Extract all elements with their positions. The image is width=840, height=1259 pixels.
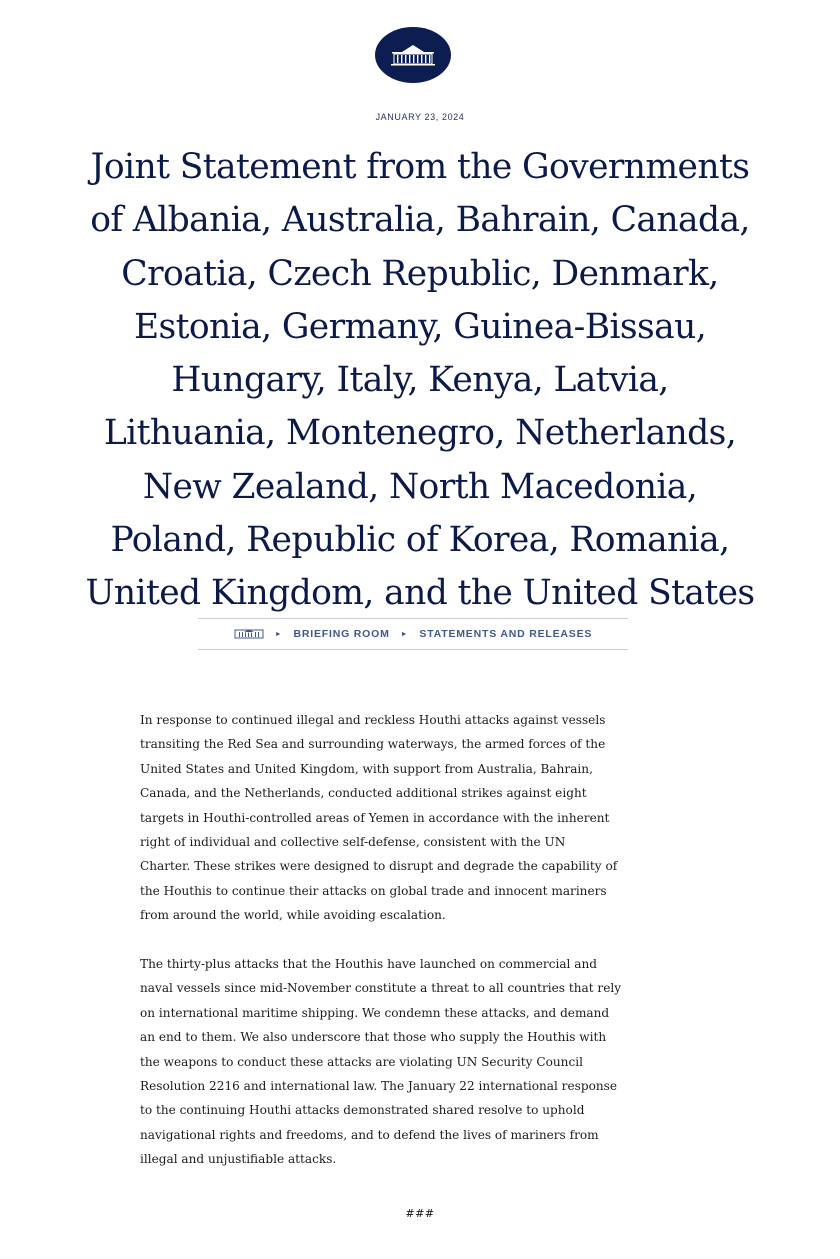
title-line: Estonia, Germany, Guinea-Bissau, [133, 306, 707, 347]
body-line: Charter. These strikes were designed to disrupt and degrade the capability of [140, 859, 618, 874]
body-line: an end to them. We also underscore that those who supply the Houthis with [140, 1030, 607, 1045]
title-line: Poland, Republic of Korea, Romania, [110, 520, 730, 561]
body-line: right of individual and collective self-defense, consistent with the UN [140, 835, 566, 850]
title-line: Croatia, Czech Republic, Denmark, [121, 253, 719, 294]
body-line: the Houthis to continue their attacks on global trade and innocent mariners [140, 883, 607, 898]
publish-date: JANUARY 23, 2024 [375, 112, 465, 122]
paragraph [140, 952, 700, 1172]
body-line: Resolution 2216 and international law. The January 22 international response [140, 1079, 617, 1094]
title-line: New Zealand, North Macedonia, [142, 466, 698, 507]
title-line: of Albania, Australia, Bahrain, Canada, [90, 200, 750, 241]
body-line: Canada, and the Netherlands, conducted additional strikes against eight [140, 786, 587, 801]
chevron-right-icon: ► [400, 630, 409, 638]
body-line: naval vessels since mid-November constitute a threat to all countries that rely [140, 981, 622, 996]
body-line: on international maritime shipping. We condemn these attacks, and demand [140, 1005, 610, 1020]
body-line: transiting the Red Sea and surrounding waterways, the armed forces of the [140, 737, 606, 752]
body-line: the weapons to conduct these attacks are violating UN Security Council [140, 1054, 583, 1069]
end-mark: ### [405, 1207, 435, 1220]
title-line: Joint Statement from the Governments [90, 147, 750, 187]
white-house-logo-icon [388, 41, 438, 69]
body-line: United States and United Kingdom, with support from Australia, Bahrain, [140, 761, 593, 776]
chevron-right-icon: ► [274, 630, 283, 638]
page-title [20, 141, 820, 621]
breadcrumb-briefing-room[interactable]: BRIEFING ROOM [293, 628, 390, 640]
breadcrumb-statements-and-releases[interactable]: STATEMENTS AND RELEASES [419, 628, 593, 640]
body-line: In response to continued illegal and reckless Houthi attacks against vessels [140, 713, 606, 727]
white-house-icon[interactable] [234, 628, 264, 640]
body-line: targets in Houthi-controlled areas of Yemen in accordance with the inherent [140, 810, 610, 825]
title-line: United Kingdom, and the United States [85, 573, 755, 614]
white-house-logo[interactable] [375, 27, 451, 83]
breadcrumb [198, 618, 628, 650]
statement-body [140, 708, 700, 1172]
body-line: navigational rights and freedoms, and to defend the lives of mariners from [140, 1127, 599, 1142]
body-line: illegal and unjustifiable attacks. [140, 1152, 337, 1167]
body-line: from around the world, while avoiding escalation. [140, 908, 446, 923]
paragraph [140, 708, 700, 928]
body-line: The thirty-plus attacks that the Houthis have launched on commercial and [140, 957, 598, 972]
title-line: Hungary, Italy, Kenya, Latvia, [171, 360, 669, 401]
body-line: to the continuing Houthi attacks demonstrated shared resolve to uphold [140, 1103, 585, 1118]
title-line: Lithuania, Montenegro, Netherlands, [103, 413, 737, 454]
